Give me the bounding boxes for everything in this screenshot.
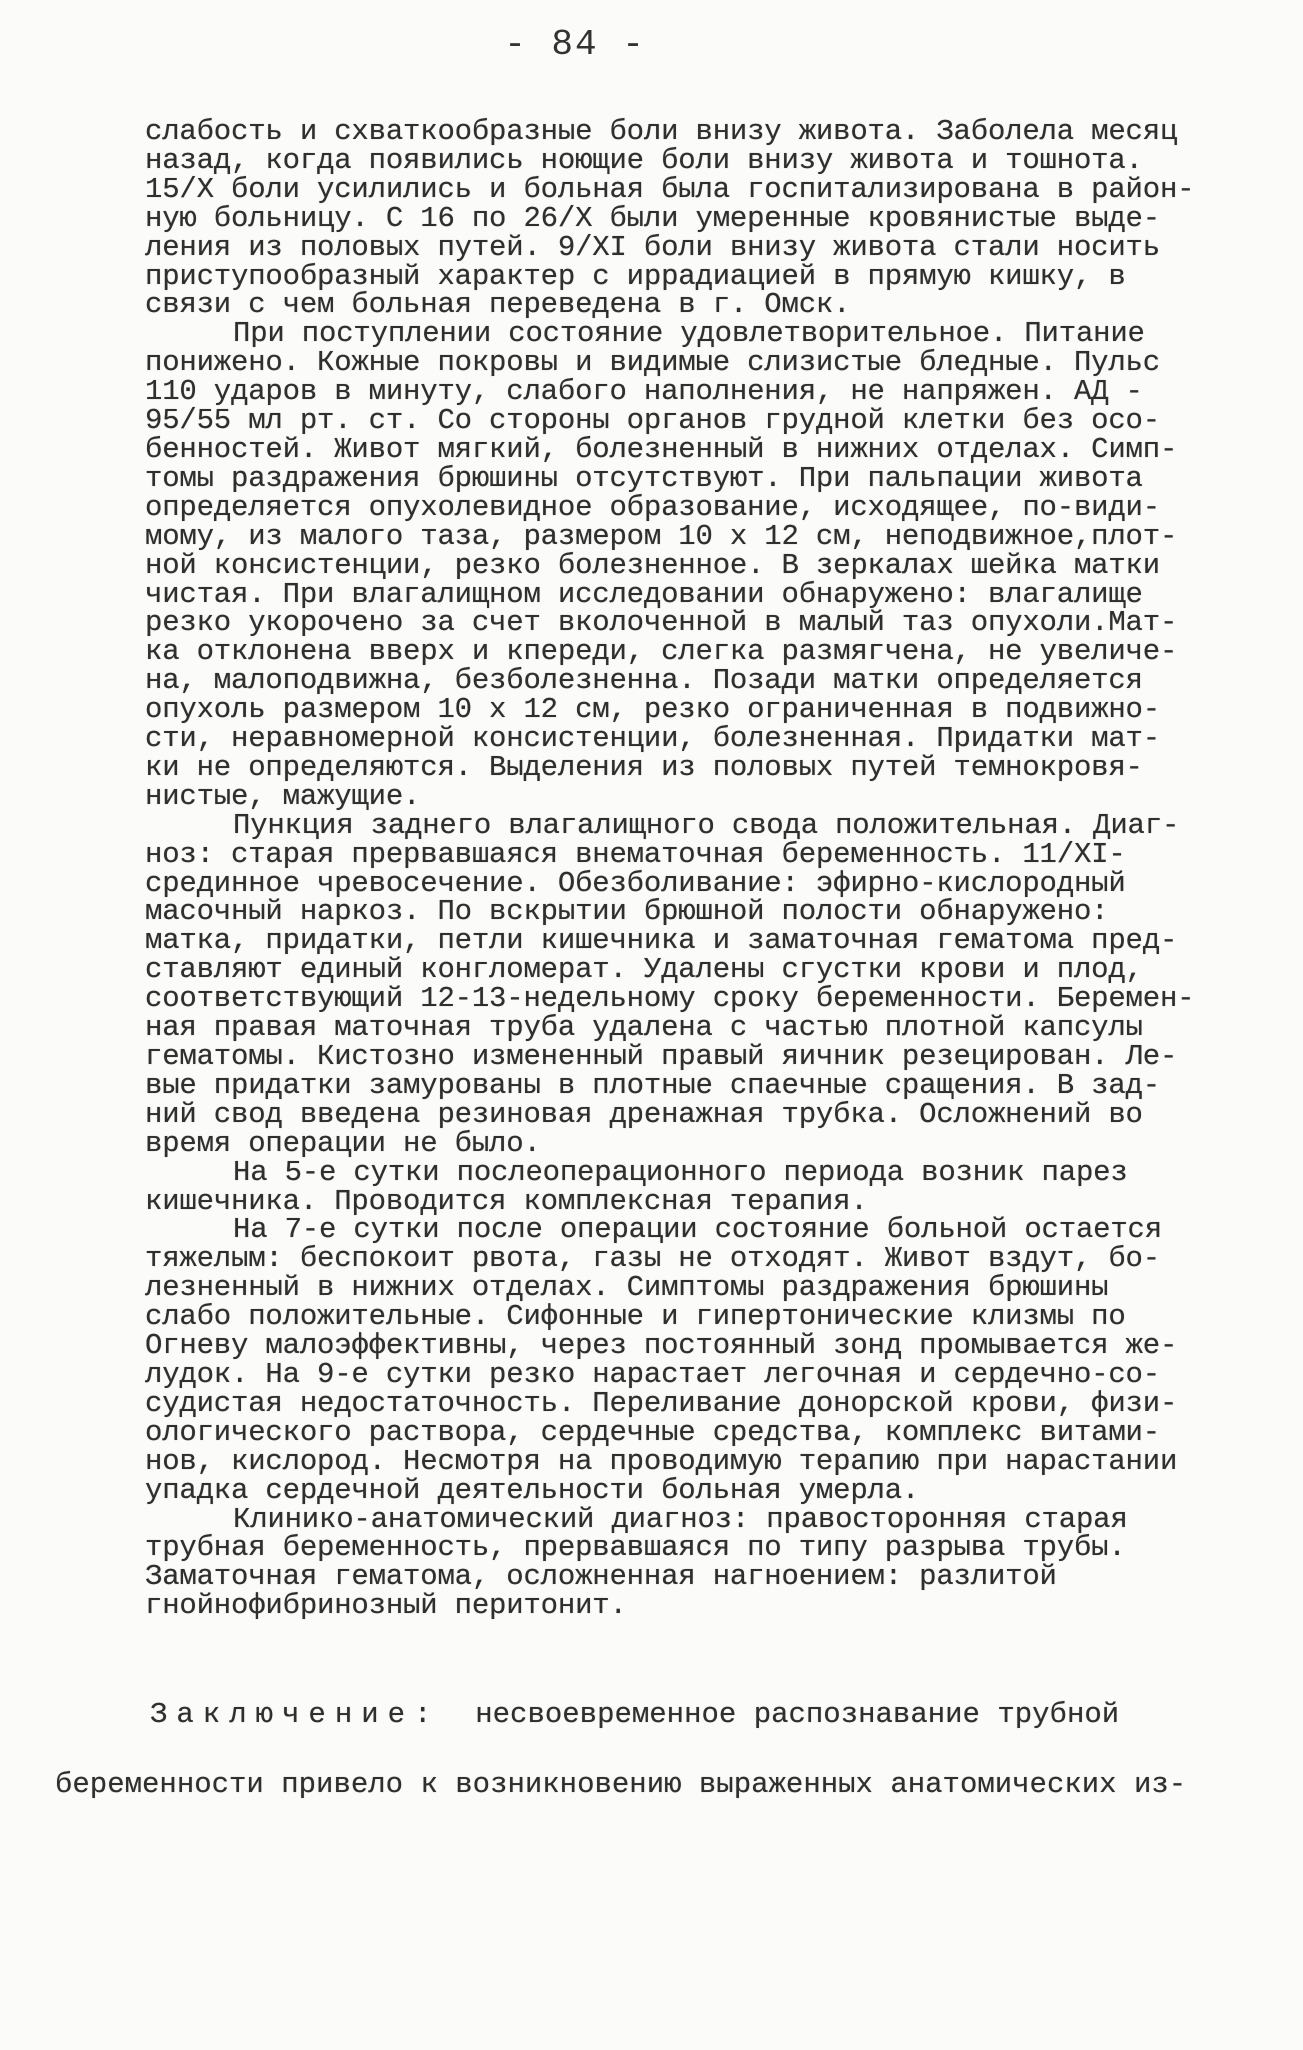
conclusion-line (150, 1698, 1270, 1732)
text-line: нистые, мажущие. (145, 779, 421, 813)
text-line: понижено. Кожные покровы и видимые слизистые бледные. Пульс (145, 346, 1160, 380)
final-text-line: беременности привело к возникновению выраженных анатомических из- (55, 1768, 1187, 1801)
text-line: ставляют единый конгломерат. Удалены сгустки крови и плод, (145, 953, 1143, 987)
text-line: трубная беременность, прервавшаяся по типу разрыва трубы. (145, 1531, 1126, 1565)
text-line: резко укорочено за счет вколоченной в малый таз опухоли.Мат- (145, 606, 1178, 640)
text-line: 15/Х боли усилились и больная была госпитализирована в район- (145, 172, 1195, 206)
text-line: лудок. На 9-е сутки резко нарастает легочная и сердечно-со- (145, 1357, 1160, 1391)
text-line: мому, из малого таза, размером 10 х 12 см, неподвижное,плот- (145, 519, 1178, 553)
text-line: соответствующий 12-13-недельному сроку беременности. Беремен- (145, 982, 1195, 1016)
text-line: гематомы. Кистозно измененный правый яичник резецирован. Ле- (145, 1040, 1178, 1073)
text-line: слабость и схваткообразные боли внизу живота. Заболела месяц (145, 115, 1178, 148)
text-line: матка, придатки, петли кишечника и заматочная гематома пред- (145, 924, 1178, 958)
text-line: опухоль размером 10 х 12 см, резко ограниченная в подвижно- (145, 693, 1160, 727)
text-line: ления из половых путей. 9/XI боли внизу живота стали носить (145, 230, 1160, 264)
paragraph-start-line: Пункция заднего влагалищного свода положительная. Диаг- (233, 808, 1180, 842)
text-line: ной консистенции, резко болезненное. В зеркалах шейка матки (145, 548, 1160, 582)
text-line: ную больницу. С 16 по 26/Х были умеренные кровянистые выде- (145, 201, 1160, 235)
text-line: кишечника. Проводится комплексная терапия. (145, 1184, 868, 1218)
paragraph-start-line: Клинико-анатомический диагноз: правосторонняя старая (233, 1502, 1128, 1536)
text-line: назад, когда появились ноющие боли внизу живота и тошнота. (145, 143, 1143, 177)
text-line: определяется опухолевидное образование, исходящее, по-види- (145, 490, 1160, 524)
text-line: срединное чревосечение. Обезболивание: эфирно-кислородный (145, 866, 1126, 900)
text-line: нов, кислород. Несмотря на проводимую терапию при нарастании (145, 1444, 1178, 1478)
text-line: вые придатки замурованы в плотные спаечные сращения. В зад- (145, 1068, 1160, 1102)
text-line: ний свод введена резиновая дренажная трубка. Осложнений во (145, 1097, 1143, 1131)
text-line: судистая недостаточность. Переливание донорской крови, физи- (145, 1386, 1178, 1420)
text-line: лезненный в нижних отделах. Симптомы раздражения брюшины (145, 1271, 1109, 1305)
text-line: связи с чем больная переведена в г. Омск. (145, 288, 851, 322)
text-line: ноз: старая прервавшаяся внематочная беременность. 11/XI- (145, 837, 1126, 871)
text-line: ологического раствора, сердечные средства, комплекс витами- (145, 1415, 1160, 1449)
paragraph-start-line: На 7-е сутки после операции состояние больной остается (233, 1213, 1162, 1247)
text-line: приступообразный характер с иррадиацией в прямую кишку, в (145, 259, 1126, 293)
page-number: - 84 - (504, 24, 646, 65)
text-line: Огневу малоэффективны, через постоянный зонд промывается же- (145, 1329, 1178, 1363)
conclusion-label: Заключение: (150, 1698, 441, 1731)
text-line: упадка сердечной деятельности больная умерла. (145, 1473, 920, 1507)
text-line: 95/55 мл рт. ст. Со стороны органов грудной клетки без осо- (145, 404, 1160, 438)
text-line: тяжелым: беспокоит рвота, газы не отходят. Живот вздут, бо- (145, 1242, 1160, 1276)
paragraph-start-line: На 5-е сутки послеоперационного периода возник парез (233, 1155, 1128, 1189)
text-line: 110 ударов в минуту, слабого наполнения, не напряжен. АД - (145, 375, 1143, 409)
text-line: чистая. При влагалищном исследовании обнаружено: влагалище (145, 577, 1143, 611)
paragraph-start-line: При поступлении состояние удовлетворительное. Питание (233, 317, 1145, 351)
text-line: томы раздражения брюшины отсутствуют. При пальпации живота (145, 461, 1143, 495)
text-line: слабо положительные. Сифонные и гипертонические клизмы по (145, 1300, 1126, 1334)
text-line: бенностей. Живот мягкий, болезненный в нижних отделах. Симп- (145, 432, 1178, 466)
text-line: время операции не было. (145, 1126, 541, 1160)
text-line: сти, неравномерной консистенции, болезненная. Придатки мат- (145, 722, 1160, 756)
text-line: ка отклонена вверх и кпереди, слегка размягчена, не увеличе- (145, 635, 1178, 669)
text-line: на, малоподвижна, безболезненна. Позади матки определяется (145, 664, 1143, 698)
body-text (145, 115, 1255, 1623)
text-line: ки не определяются. Выделения из половых путей темнокровя- (145, 750, 1143, 784)
text-line: Заматочная гематома, осложненная нагноением: разлитой (145, 1560, 1057, 1594)
text-line: ная правая маточная труба удалена с частью плотной капсулы (145, 1011, 1143, 1045)
text-line: гнойнофибринозный перитонит. (145, 1589, 627, 1623)
conclusion-text: несвоевременное распознавание трубной (475, 1698, 1120, 1731)
text-line: масочный наркоз. По вскрытии брюшной полости обнаружено: (145, 895, 1109, 929)
